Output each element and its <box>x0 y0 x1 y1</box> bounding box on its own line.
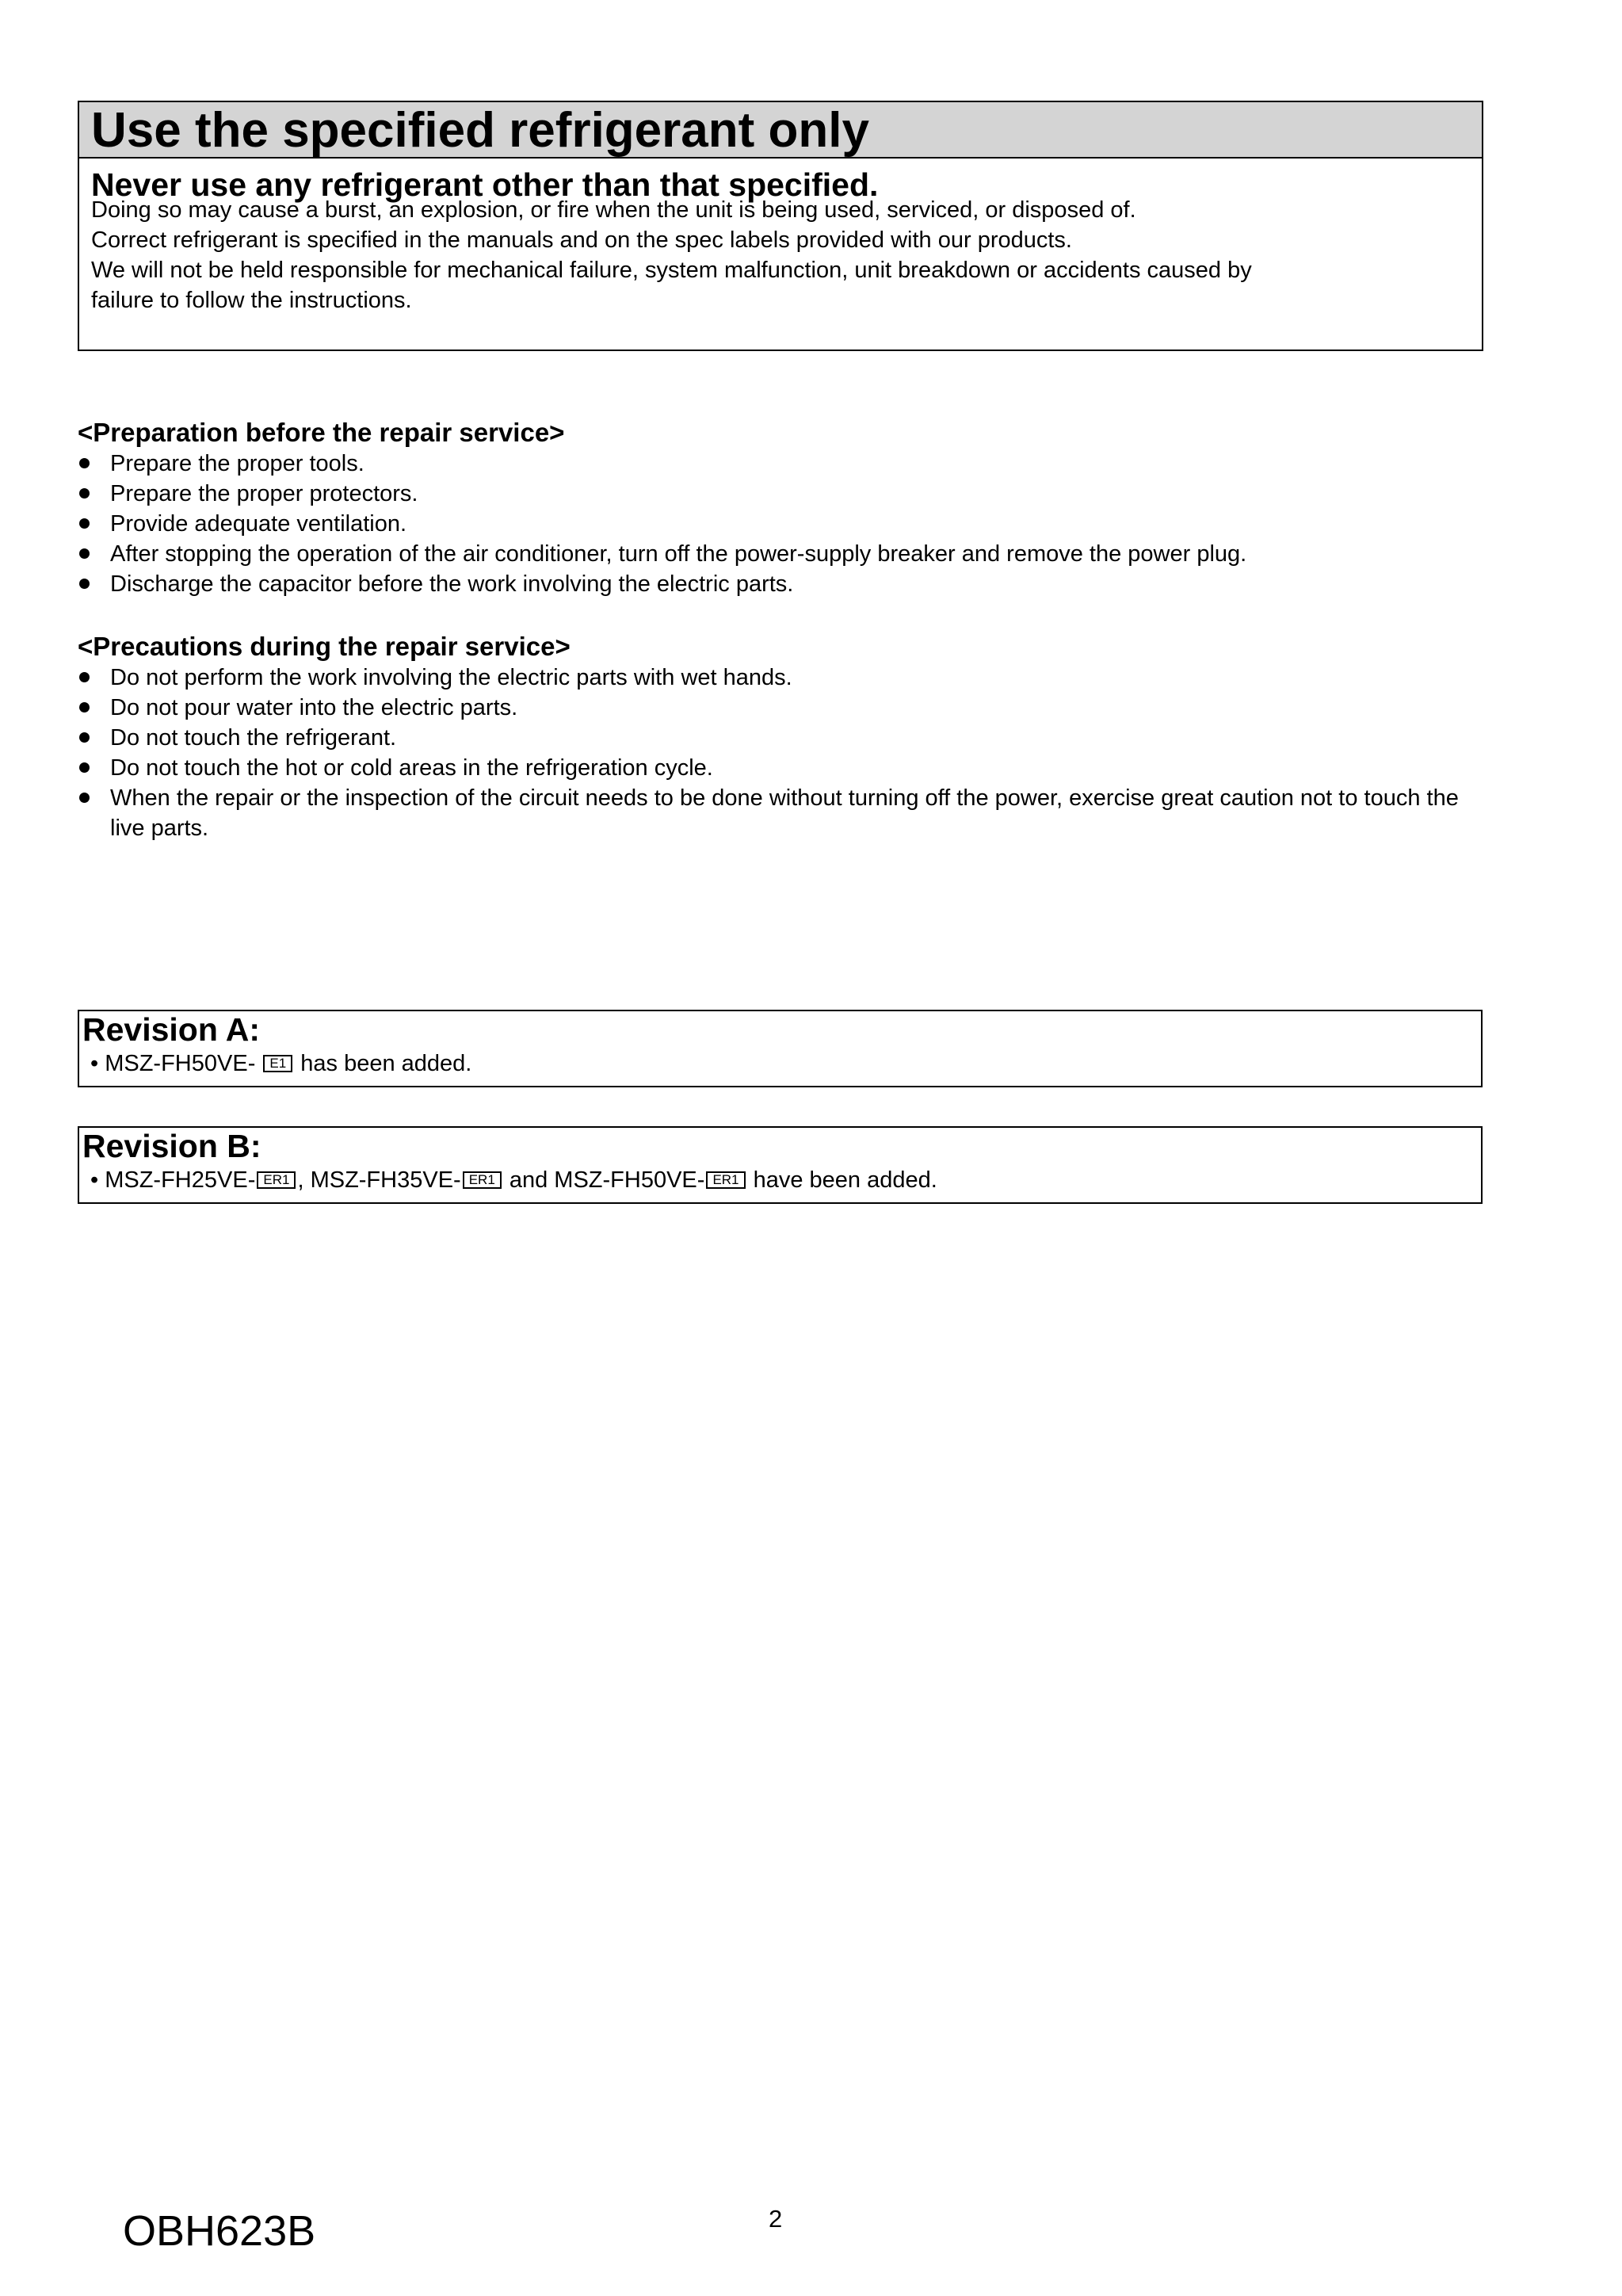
preparation-section <box>78 417 1488 599</box>
list-item: After stopping the operation of the air conditioner, turn off the power-supply breaker and remove the power plug. <box>78 539 1488 569</box>
bullet-dot-icon <box>79 762 90 773</box>
bullet-dot-icon <box>79 672 90 682</box>
precautions-list <box>78 663 1488 843</box>
warning-title-bar <box>79 102 1482 159</box>
list-item: Discharge the capacitor before the work involving the electric parts. <box>78 569 1488 599</box>
revision-b-line <box>82 1164 1481 1196</box>
precautions-section <box>78 631 1488 843</box>
revision-bullet: • <box>90 1051 99 1076</box>
precautions-heading: <Precautions during the repair service> <box>78 632 571 661</box>
warning-body-line: We will not be held responsible for mechanical failure, system malfunction, unit breakdown or accidents caused by <box>91 258 1252 283</box>
preparation-heading: <Preparation before the repair service> <box>78 418 565 447</box>
revision-a-title: Revision A: <box>82 1011 261 1048</box>
warning-body-line: failure to follow the instructions. <box>91 288 412 313</box>
warning-body <box>91 195 1454 315</box>
bullet-dot-icon <box>79 488 90 499</box>
revision-a-line <box>82 1048 1481 1079</box>
warning-subtitle: Never use any refrigerant other than that specified. <box>91 166 879 203</box>
bullet-dot-icon <box>79 732 90 743</box>
list-item: Do not pour water into the electric parts. <box>78 693 1488 723</box>
page-number: 2 <box>769 2205 783 2233</box>
separator: , <box>297 1167 304 1193</box>
preparation-list <box>78 449 1488 599</box>
warning-body-line: Correct refrigerant is specified in the manuals and on the spec labels provided with our products. <box>91 227 1072 253</box>
document-code: OBH623B <box>123 2207 316 2255</box>
warning-body-line: Doing so may cause a burst, an explosion, or fire when the unit is being used, serviced, or disposed of. <box>91 197 1136 223</box>
model-suffix-badge: ER1 <box>257 1171 296 1189</box>
list-item: When the repair or the inspection of the circuit needs to be done without turning off the power, exercise great caution not to touch the live parts. <box>78 783 1488 843</box>
bullet-dot-icon <box>79 579 90 589</box>
revision-text: have been added. <box>753 1167 937 1193</box>
revision-text: has been added. <box>300 1051 472 1076</box>
revision-a-box <box>78 1010 1483 1087</box>
list-item: Provide adequate ventilation. <box>78 509 1488 539</box>
model-name: MSZ-FH25VE- <box>105 1167 256 1193</box>
warning-title: Use the specified refrigerant only <box>91 103 869 158</box>
model-suffix-badge: ER1 <box>463 1171 502 1189</box>
model-suffix-badge: ER1 <box>706 1171 745 1189</box>
revision-b-box <box>78 1126 1483 1204</box>
revision-bullet: • <box>90 1167 99 1193</box>
bullet-dot-icon <box>79 518 90 529</box>
separator: and <box>509 1167 548 1193</box>
refrigerant-warning-box <box>78 101 1483 351</box>
revision-b-title: Revision B: <box>82 1128 261 1164</box>
model-name: MSZ-FH35VE- <box>310 1167 461 1193</box>
model-name: MSZ-FH50VE- <box>105 1051 256 1076</box>
list-item: Prepare the proper protectors. <box>78 479 1488 509</box>
list-item: Do not perform the work involving the electric parts with wet hands. <box>78 663 1488 693</box>
model-name: MSZ-FH50VE- <box>554 1167 705 1193</box>
list-item: Prepare the proper tools. <box>78 449 1488 479</box>
bullet-dot-icon <box>79 458 90 468</box>
model-suffix-badge: E1 <box>263 1055 292 1072</box>
bullet-dot-icon <box>79 702 90 712</box>
bullet-dot-icon <box>79 548 90 559</box>
bullet-dot-icon <box>79 793 90 803</box>
list-item: Do not touch the hot or cold areas in the refrigeration cycle. <box>78 753 1488 783</box>
list-item: Do not touch the refrigerant. <box>78 723 1488 753</box>
